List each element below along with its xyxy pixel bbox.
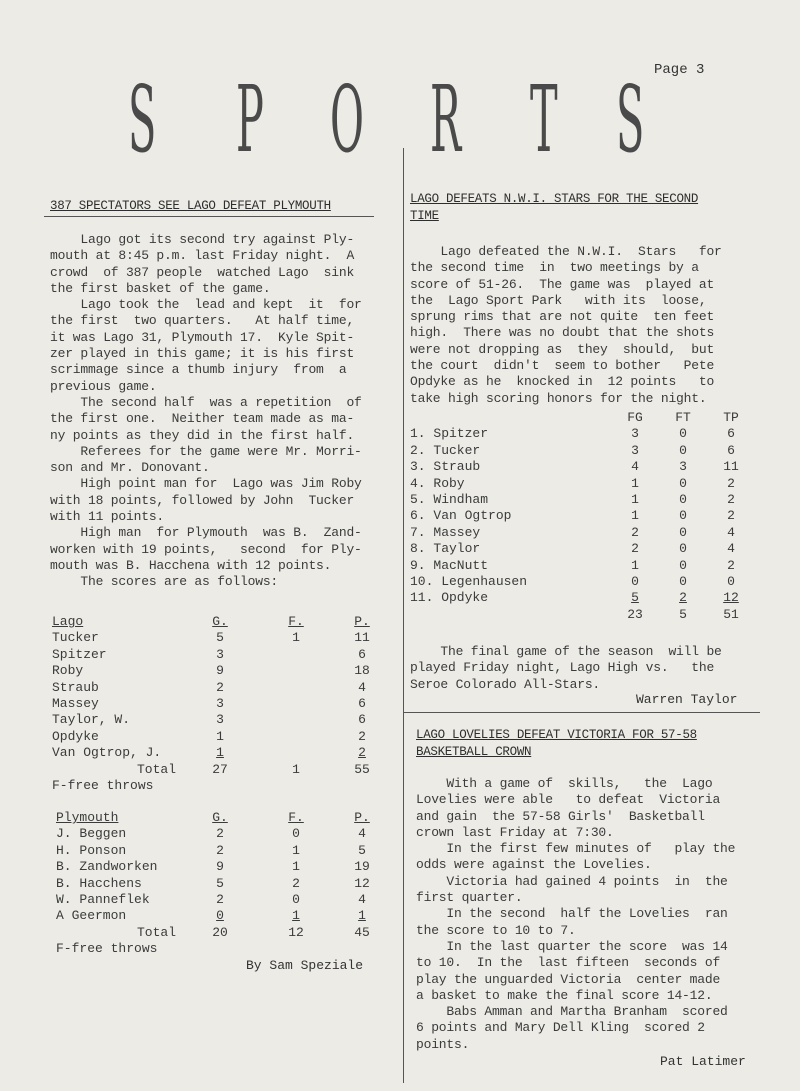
table-cell: 0 xyxy=(679,442,687,458)
table-cell: 0 xyxy=(679,475,687,491)
table-cell: 18 xyxy=(354,663,370,679)
stats-table xyxy=(410,410,756,623)
table-cell: 1 xyxy=(292,761,300,777)
table-cell: Lago xyxy=(52,614,84,629)
table-note: F-free throws xyxy=(52,778,154,794)
table-row xyxy=(56,892,390,908)
table-cell xyxy=(258,663,334,679)
plymouth-score-table xyxy=(56,810,390,958)
table-cell: 6 xyxy=(358,712,366,728)
table-row xyxy=(410,574,756,590)
table-row xyxy=(410,541,756,557)
table-cell: Roby xyxy=(52,663,84,679)
table-header-row xyxy=(410,410,756,426)
masthead-letter: P xyxy=(236,66,264,173)
table-row xyxy=(52,630,390,646)
table-cell: 23 xyxy=(627,606,643,622)
table-cell xyxy=(258,647,334,663)
table-cell: 6 xyxy=(358,696,366,712)
table-row xyxy=(52,712,390,728)
table-cell: 2 xyxy=(631,524,639,540)
table-cell: 3 xyxy=(216,696,224,712)
table-cell: 2 xyxy=(216,826,224,842)
table-cell: 6 xyxy=(358,646,366,662)
table-cell: 2 xyxy=(727,557,735,573)
table-cell: P. xyxy=(354,810,370,825)
table-cell xyxy=(410,410,610,426)
table-cell: 1 xyxy=(216,745,224,761)
table-cell: Van Ogtrop, J. xyxy=(52,745,162,761)
table-cell: Spitzer xyxy=(52,646,107,662)
table-cell: 2 xyxy=(727,508,735,524)
table-cell: 11 xyxy=(354,630,370,646)
table-cell: 2 xyxy=(216,679,224,695)
table-cell: 5 xyxy=(679,606,687,622)
masthead-letter: R xyxy=(430,66,462,173)
table-row xyxy=(56,859,390,875)
table-cell: 11. Opdyke xyxy=(410,590,489,606)
table-cell: 1 xyxy=(292,630,300,646)
table-cell: 6 xyxy=(727,442,735,458)
table-row xyxy=(410,492,756,508)
table-row xyxy=(56,826,390,842)
table-row xyxy=(52,663,390,679)
table-row xyxy=(410,443,756,459)
byline: By Sam Speziale xyxy=(246,958,364,973)
table-cell: 51 xyxy=(723,606,739,622)
table-row xyxy=(410,508,756,524)
table-row xyxy=(56,908,390,924)
table-cell: 2 xyxy=(216,842,224,858)
table-cell: 2 xyxy=(727,475,735,491)
table-cell: 0 xyxy=(679,508,687,524)
table-cell: 3. Straub xyxy=(410,459,481,475)
table-cell: 27 xyxy=(212,761,228,777)
table-cell: 3 xyxy=(631,426,639,442)
table-cell: 4 xyxy=(358,679,366,695)
table-cell: 3 xyxy=(679,459,687,475)
masthead-letter: T xyxy=(530,66,558,173)
table-cell: 0 xyxy=(679,541,687,557)
table-cell: Opdyke xyxy=(52,728,99,744)
table-row xyxy=(410,476,756,492)
table-note-row xyxy=(56,941,390,957)
table-cell: 45 xyxy=(354,924,370,940)
table-cell: Total xyxy=(136,924,176,940)
table-cell: 55 xyxy=(354,761,370,777)
rule-line xyxy=(404,712,760,713)
table-total-row xyxy=(52,762,390,778)
article-body: Lago got its second try against Ply- mouth at 8:45 p.m. last Friday night. A crowd of 387 people watched Lago sink the first basket of the game. Lago took the lead and kept it for the first two quarters. At half time, it was Lago 31, Plymouth 17. Kyle Spit- zer played in this game; it is his first scrimmage since a thumb injury from a previous game. The second half was a repetition of the first one. Neither team made as ma- ny points as they did in the first half. Referees for the game were Mr. Morri- son and Mr. Donovant. High point man for Lago was Jim Roby with 18 points, followed by John Tucker with 11 points. High man for Plymouth was B. Zand- worken with 19 points, second for Ply- mouth was B. Hacchena with 12 points. The scores are as follows: xyxy=(50,232,362,590)
table-cell: 2 xyxy=(727,492,735,508)
table-cell: 1. Spitzer xyxy=(410,426,489,442)
table-cell: Plymouth xyxy=(56,810,119,825)
table-row xyxy=(410,426,756,442)
table-cell: 11 xyxy=(723,459,739,475)
table-cell: 0 xyxy=(727,574,735,590)
table-row xyxy=(410,459,756,475)
table-note-row xyxy=(52,778,390,794)
table-cell: Total xyxy=(136,761,176,777)
table-cell: 6. Van Ogtrop xyxy=(410,508,512,524)
table-cell xyxy=(258,729,334,745)
table-row xyxy=(52,745,390,761)
article-body: Lago defeated the N.W.I. Stars for the second time in two meetings by a score of 51-26. The game was played at the Lago Sport Park with its loose, sprung rims that are not quite ten feet high. There was no doubt that the shots were not dropping as they should, but the court didn't seem to bother Pete Opdyke as he knocked in 12 points to take high scoring honors for the night. xyxy=(410,244,722,406)
page-number: Page 3 xyxy=(654,62,705,78)
table-row xyxy=(52,680,390,696)
table-cell: 2 xyxy=(358,745,366,761)
table-cell: 4 xyxy=(727,541,735,557)
table-cell: FG xyxy=(627,410,643,425)
table-cell: 20 xyxy=(212,924,228,940)
masthead-letter: O xyxy=(330,66,364,173)
byline: Pat Latimer xyxy=(660,1054,746,1069)
table-cell: A Geermon xyxy=(56,908,127,924)
table-cell xyxy=(258,696,334,712)
table-cell: 4 xyxy=(631,459,639,475)
table-cell: 8. Taylor xyxy=(410,541,481,557)
table-row xyxy=(410,590,756,606)
article-headline: BASKETBALL CROWN xyxy=(416,745,532,759)
article-headline: 387 SPECTATORS SEE LAGO DEFEAT PLYMOUTH xyxy=(50,199,331,213)
table-cell: B. Hacchens xyxy=(56,875,142,891)
table-cell: 1 xyxy=(631,508,639,524)
table-cell: 0 xyxy=(216,908,224,924)
table-cell: Straub xyxy=(52,679,99,695)
table-cell: 9 xyxy=(216,663,224,679)
table-cell: 5. Windham xyxy=(410,492,489,508)
table-cell: 1 xyxy=(631,557,639,573)
article-body: With a game of skills, the Lago Lovelies were able to defeat Victoria and gain the 57-58 Girls' Basketball crown last Friday at 7:30. In the first few minutes of play the odds were against the Lovelies. Victoria had gained 4 points in the first quarter. In the second half the Lovelies ran the score to 10 to 7. In the last quarter the score was 14 to 10. In the last fifteen seconds of play the unguarded Victoria center made a basket to make the final score 14-12. Babs Amman and Martha Branham scored 6 points and Mary Dell Kling scored 2 points. xyxy=(416,776,736,1052)
table-cell: J. Beggen xyxy=(56,826,127,842)
table-cell: 1 xyxy=(292,908,300,924)
table-cell: 1 xyxy=(358,908,366,924)
table-cell: 4 xyxy=(358,826,366,842)
table-cell: FT xyxy=(675,410,691,425)
table-row xyxy=(410,558,756,574)
table-cell: 0 xyxy=(292,892,300,908)
table-cell: 7. Massey xyxy=(410,524,481,540)
table-cell: 12 xyxy=(723,590,739,606)
table-row xyxy=(410,525,756,541)
table-row xyxy=(52,696,390,712)
table-cell: F. xyxy=(288,614,304,629)
table-cell xyxy=(258,745,334,761)
table-cell: Taylor, W. xyxy=(52,712,131,728)
table-cell: 5 xyxy=(358,842,366,858)
sports-masthead xyxy=(0,66,800,180)
table-cell: P. xyxy=(354,614,370,629)
table-cell: 9 xyxy=(216,859,224,875)
table-cell: 4 xyxy=(727,524,735,540)
table-cell: 12 xyxy=(288,924,304,940)
table-cell: 2 xyxy=(292,875,300,891)
table-cell: H. Ponson xyxy=(56,842,127,858)
table-cell: 0 xyxy=(292,826,300,842)
table-cell: 0 xyxy=(679,492,687,508)
table-cell xyxy=(258,680,334,696)
table-row xyxy=(52,647,390,663)
article-closing: The final game of the season will be played Friday night, Lago High vs. the Seroe Colorado All-Stars. xyxy=(410,644,722,692)
article-headline: LAGO LOVELIES DEFEAT VICTORIA FOR 57-58 xyxy=(416,728,697,742)
table-cell: 9. MacNutt xyxy=(410,557,489,573)
table-cell: 0 xyxy=(679,524,687,540)
table-cell: Massey xyxy=(52,696,99,712)
table-cell: 4 xyxy=(358,892,366,908)
table-cell: G. xyxy=(212,614,228,629)
table-cell: 3 xyxy=(216,646,224,662)
table-note: F-free throws xyxy=(56,941,158,957)
table-total-row xyxy=(410,607,756,623)
table-cell: 5 xyxy=(216,630,224,646)
table-cell: 0 xyxy=(679,426,687,442)
table-cell: TP xyxy=(723,410,739,425)
table-cell: 2 xyxy=(679,590,687,606)
table-cell: 12 xyxy=(354,875,370,891)
table-cell: 2 xyxy=(358,728,366,744)
column-divider xyxy=(403,148,404,1083)
masthead-letter: S xyxy=(616,66,645,173)
table-cell: 4. Roby xyxy=(410,475,465,491)
table-row xyxy=(56,876,390,892)
table-cell: Tucker xyxy=(52,630,99,646)
masthead-letter: S xyxy=(128,66,157,173)
table-cell: 2. Tucker xyxy=(410,442,481,458)
table-row xyxy=(52,729,390,745)
table-total-row xyxy=(56,925,390,941)
table-cell: 1 xyxy=(216,728,224,744)
table-header-row xyxy=(56,810,390,826)
table-cell: 5 xyxy=(631,590,639,606)
table-cell: 5 xyxy=(216,875,224,891)
table-cell: 2 xyxy=(631,541,639,557)
table-header-row xyxy=(52,614,390,630)
table-cell: B. Zandworken xyxy=(56,859,158,875)
byline: Warren Taylor xyxy=(636,692,738,707)
table-cell: 1 xyxy=(631,475,639,491)
table-cell: F. xyxy=(288,810,304,825)
table-cell: 1 xyxy=(292,859,300,875)
table-cell xyxy=(258,712,334,728)
article-headline: TIME xyxy=(410,209,439,223)
table-cell: 10. Legenhausen xyxy=(410,574,528,590)
lago-score-table xyxy=(52,614,390,794)
table-row xyxy=(56,843,390,859)
table-cell: 0 xyxy=(679,557,687,573)
table-cell: G. xyxy=(212,810,228,825)
table-cell: 19 xyxy=(354,859,370,875)
table-cell xyxy=(410,607,610,623)
table-cell: 2 xyxy=(216,892,224,908)
table-cell: 0 xyxy=(679,574,687,590)
table-cell: 3 xyxy=(631,442,639,458)
article-headline: LAGO DEFEATS N.W.I. STARS FOR THE SECOND xyxy=(410,192,699,206)
table-cell: 6 xyxy=(727,426,735,442)
rule-line xyxy=(44,216,374,217)
table-cell: 1 xyxy=(631,492,639,508)
table-cell: 1 xyxy=(292,842,300,858)
table-cell: 3 xyxy=(216,712,224,728)
table-cell: W. Panneflek xyxy=(56,892,150,908)
table-cell: 0 xyxy=(631,574,639,590)
